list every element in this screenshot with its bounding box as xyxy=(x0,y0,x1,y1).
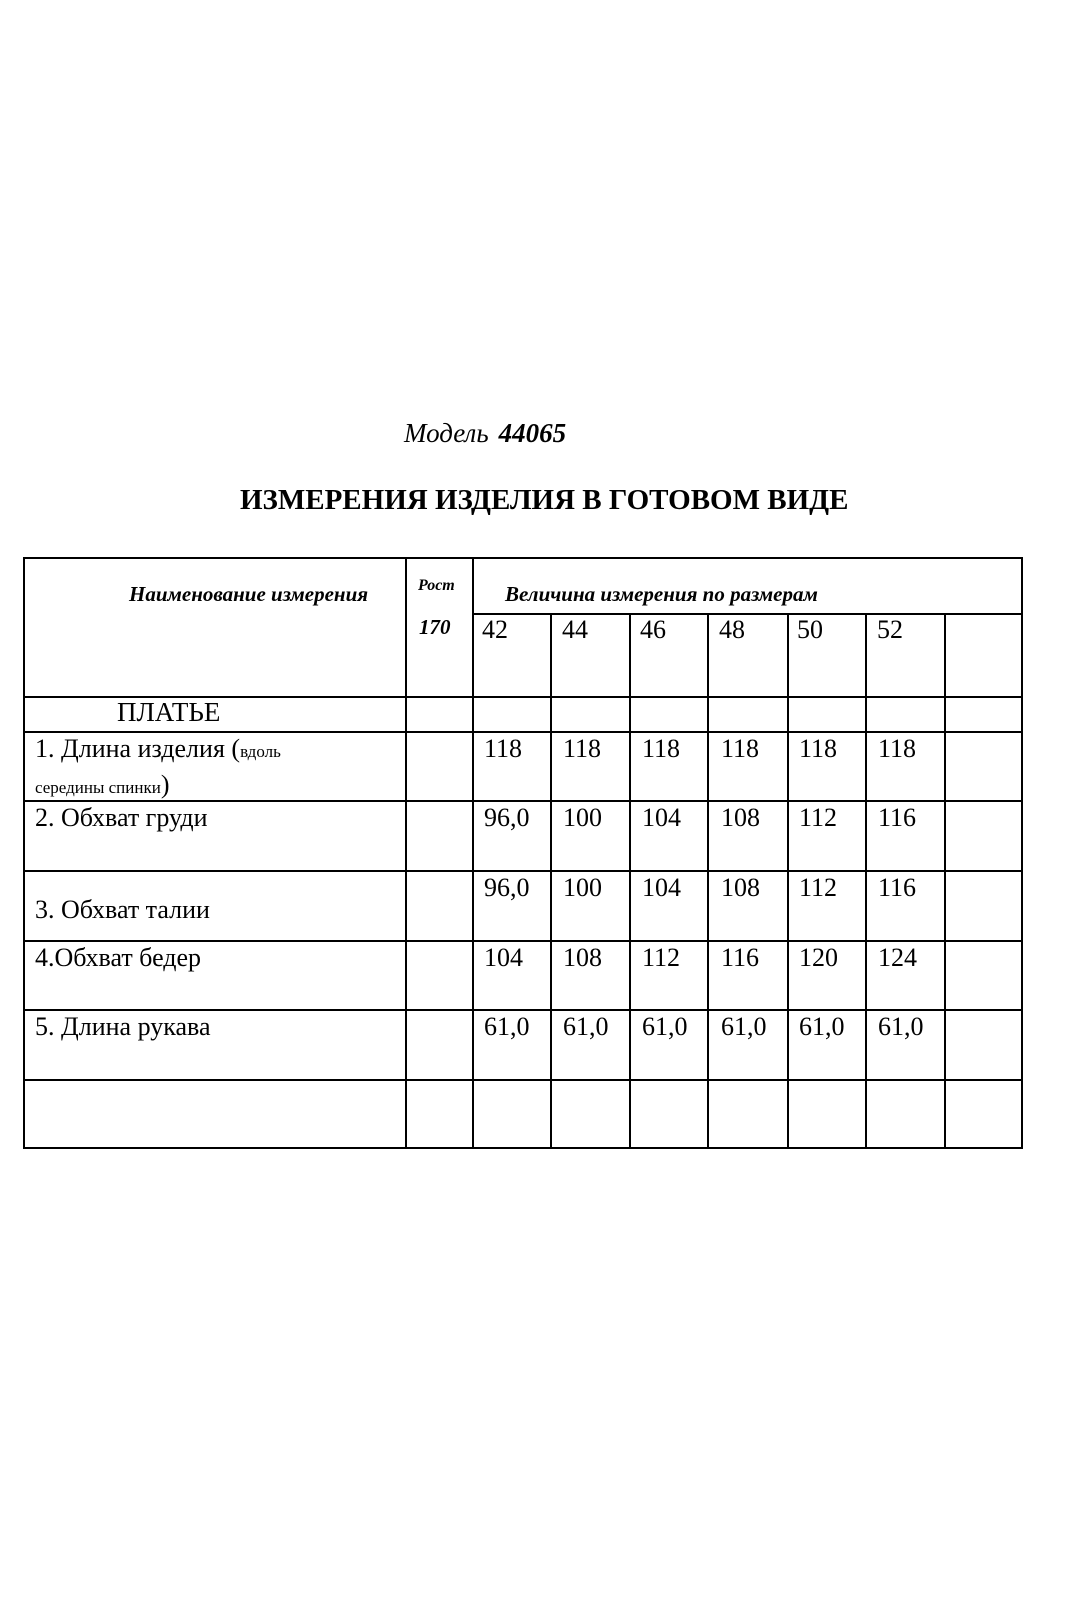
table-cell: 61,0 xyxy=(642,1012,688,1041)
table-cell: 96,0 xyxy=(484,873,530,902)
size-header-42: 42 xyxy=(482,615,508,644)
table-cell: 108 xyxy=(721,803,760,832)
section-label: ПЛАТЬЕ xyxy=(117,697,221,727)
table-cell: 61,0 xyxy=(878,1012,924,1041)
table-cell: 112 xyxy=(799,873,838,902)
size-header-50: 50 xyxy=(797,615,823,644)
table-cell: 112 xyxy=(799,803,838,832)
model-number: 44065 xyxy=(498,418,567,448)
row-label-hips: 4.Обхват бедер xyxy=(35,943,202,972)
table-cell: 108 xyxy=(563,943,602,972)
model-label: Модель xyxy=(404,418,489,448)
table-cell: 118 xyxy=(878,734,917,763)
height-value: 170 xyxy=(419,615,451,639)
table-cell: 61,0 xyxy=(799,1012,845,1041)
table-cell: 118 xyxy=(484,734,523,763)
row-label-close: ) xyxy=(160,770,170,799)
size-header-46: 46 xyxy=(640,615,666,644)
column-header-measurement: Наименование измерения xyxy=(129,582,369,606)
table-cell: 104 xyxy=(484,943,523,972)
table-cell: 104 xyxy=(642,803,681,832)
size-header-52: 52 xyxy=(877,615,903,644)
table-cell: 118 xyxy=(721,734,760,763)
row-label-text: 1. Длина изделия ( xyxy=(35,734,241,763)
table-cell: 104 xyxy=(642,873,681,902)
size-header-48: 48 xyxy=(719,615,745,644)
column-header-height: Рост xyxy=(418,577,455,594)
table-cell: 124 xyxy=(878,943,917,972)
row-label-length-note xyxy=(35,770,170,800)
table-cell: 108 xyxy=(721,873,760,902)
table-cell: 118 xyxy=(799,734,838,763)
page-title: ИЗМЕРЕНИЯ ИЗДЕЛИЯ В ГОТОВОМ ВИДЕ xyxy=(240,484,849,516)
row-label-note: вдоль xyxy=(240,742,281,761)
table-cell: 61,0 xyxy=(484,1012,530,1041)
table-cell: 116 xyxy=(721,943,760,972)
table-cell: 118 xyxy=(642,734,681,763)
table-cell: 116 xyxy=(878,803,917,832)
row-label-length xyxy=(35,734,281,764)
size-header-44: 44 xyxy=(562,615,588,644)
row-label-sleeve: 5. Длина рукава xyxy=(35,1012,211,1041)
table-cell: 61,0 xyxy=(563,1012,609,1041)
row-label-note2: середины спинки xyxy=(35,778,161,797)
table-cell: 96,0 xyxy=(484,803,530,832)
table-cell: 112 xyxy=(642,943,681,972)
column-header-sizes: Величина измерения по размерам xyxy=(505,582,818,606)
row-label-chest: 2. Обхват груди xyxy=(35,803,208,832)
table-cell: 100 xyxy=(563,803,602,832)
table-cell: 116 xyxy=(878,873,917,902)
table-cell: 120 xyxy=(799,943,838,972)
table-cell: 100 xyxy=(563,873,602,902)
row-label-waist: 3. Обхват талии xyxy=(35,895,210,924)
table-cell: 118 xyxy=(563,734,602,763)
table-cell: 61,0 xyxy=(721,1012,767,1041)
